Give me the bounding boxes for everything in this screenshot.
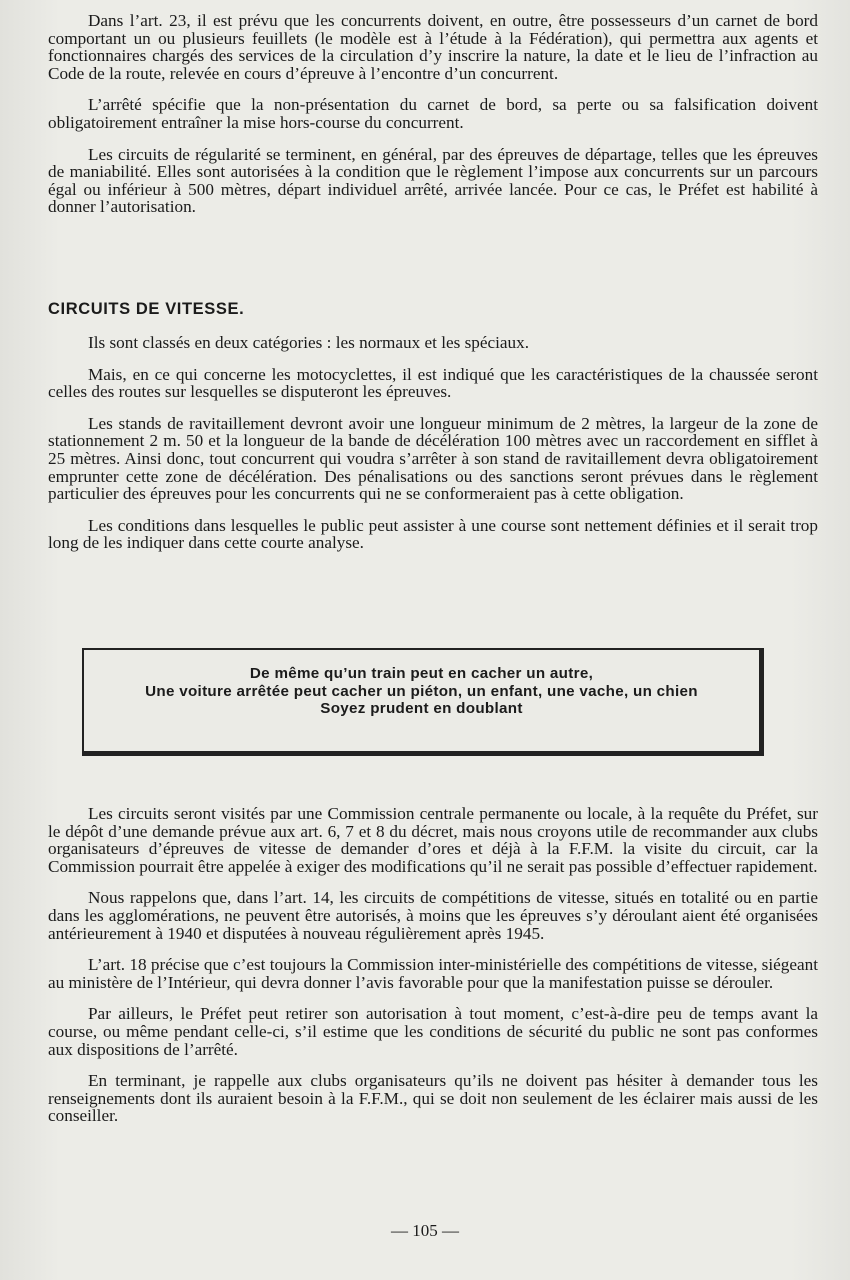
paragraph-stands: Les stands de ravitaillement devront avoir une longueur minimum de 2 mètres, la largeur de la zone de stationnement 2 m. 50 et la longueur de la bande de décélération 100 mètres avec un raccordement en sifflet à 25 mètres. Ainsi donc, tout concurrent qui voudra s’arrêter à son stand de ravitaillement devra obligatoirement emprunter cette zone de décélération. Des pénalisations ou des sanctions seront prévues dans le règlement particulier des épreuves pour les concurrents qui ne se conformeraient pas à cette obligation. (48, 413, 818, 504)
page-number: — 105 — (391, 1221, 459, 1240)
intro-text-block (48, 12, 818, 216)
section-heading: CIRCUITS DE VITESSE. (48, 300, 245, 318)
callout-line-3: Soyez prudent en doublant (320, 700, 523, 717)
paragraph-prefet-retrait: Par ailleurs, le Préfet peut retirer son autorisation à tout moment, c’est-à-dire peu de temps avant la course, ou même pendant celle-ci, s’il estime que les conditions de sécurité du public ne sont pas conformes aux dispositions de l’arrêté. (48, 1004, 818, 1059)
safety-callout-box (82, 648, 764, 756)
paragraph-art-18: L’art. 18 précise que c’est toujours la Commission inter-ministérielle des compétitions de vitesse, siégeant au ministère de l’Intérieur, qui devra donner l’avis favorable pour que la manifestation puisse se dérouler. (48, 955, 818, 992)
paragraph-conclusion: En terminant, je rappelle aux clubs organisateurs qu’ils ne doivent pas hésiter à demander tous les renseignements dont ils auraient besoin à la F.F.M., qui se doit non seulement de les éclairer mais aussi de les conseiller. (48, 1071, 818, 1126)
callout-line-1: De même qu’un train peut en cacher un autre, (249, 665, 594, 682)
section-text-block (48, 334, 818, 552)
paragraph-categories: Ils sont classés en deux catégories : les normaux et les spéciaux. (88, 333, 530, 352)
closing-text-block (48, 805, 818, 1125)
paragraph-falsification: L’arrêté spécifie que la non-présentation du carnet de bord, sa perte ou sa falsification doivent obligatoirement entraîner la mise hors-course du concurrent. (48, 95, 818, 132)
paragraph-circuits-regularite: Les circuits de régularité se terminent, en général, par des épreuves de départage, telles que les épreuves de maniabilité. Elles sont autorisées à la condition que le règlement l’impose aux concurrents sur un parcours égal ou inférieur à 500 mètres, départ individuel arrêté, arrivée lancée. Pour ce cas, le Préfet est habilité à donner l’autorisation. (48, 144, 818, 217)
paragraph-art-14: Nous rappelons que, dans l’art. 14, les circuits de compétitions de vitesse, situés en totalité ou en partie dans les agglomérations, ne peuvent être autorisés, à moins que les épreuves s’y déroulant aient été organisées antérieurement à 1940 et disputées à nouveau régulièrement après 1945. (48, 888, 818, 943)
paragraph-public: Les conditions dans lesquelles le public peut assister à une course sont nettement définies et il serait trop long de les indiquer dans cette courte analyse. (48, 515, 818, 553)
paragraph-carnet-de-bord: Dans l’art. 23, il est prévu que les concurrents doivent, en outre, être possesseurs d’un carnet de bord comportant un ou plusieurs feuillets (le modèle est à l’étude à la Fédération), qui permettra aux agents et fonctionnaires chargés des services de la circulation d’y inscrire la nature, la date et le lieu de l’infraction au Code de la route, relevée en cours d’épreuve à l’encontre d’un concurrent. (48, 11, 818, 83)
paragraph-commission-visite: Les circuits seront visités par une Commission centrale permanente ou locale, à la requête du Préfet, sur le dépôt d’une demande prévue aux art. 6, 7 et 8 du décret, mais nous croyons utile de recommander aux clubs organisateurs d’épreuves de vitesse de demander d’ores et déjà à la F.F.M. la visite du circuit, car la Commission pourrait être appelée à exiger des modifications qu’il ne serait pas possible d’effectuer rapidement. (48, 804, 818, 876)
paragraph-motocyclettes: Mais, en ce qui concerne les motocyclettes, il est indiqué que les caractéristiques de la chaussée seront celles des routes sur lesquelles se disputeront les épreuves. (48, 364, 818, 402)
callout-line-2: Une voiture arrêtée peut cacher un piéton, un enfant, une vache, un chien (145, 682, 698, 700)
